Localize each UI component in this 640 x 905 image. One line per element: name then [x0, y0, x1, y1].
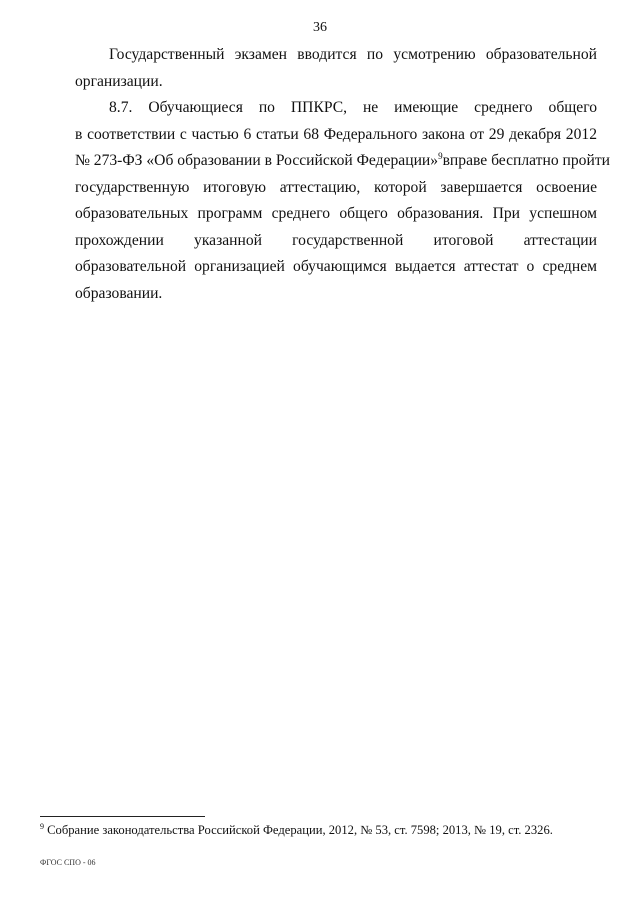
footnote-marker: 9: [40, 821, 44, 831]
text-line: государственную итоговую аттестацию, которой завершается освоение: [75, 178, 597, 196]
paragraph-exam: [75, 42, 597, 95]
text-line: прохождении указанной государственной итоговой аттестации: [75, 231, 597, 249]
text-line: Государственный экзамен вводится по усмотрению образовательной: [109, 46, 597, 63]
paragraph-8-7: [75, 95, 610, 307]
text-line: в соответствии с частью 6 статьи 68 Федерального закона от 29 декабря 2012: [75, 125, 597, 143]
text-line: образовательных программ среднего общего образования. При успешном: [75, 205, 597, 222]
text-line: 8.7. Обучающиеся по ППКРС, не имеющие среднего общего: [109, 99, 597, 116]
text-line: образовании.: [75, 284, 163, 302]
text-fragment: вправе бесплатно пройти: [442, 152, 610, 169]
footnote-reference[interactable]: 9: [438, 150, 443, 161]
document-code: ФГОС СПО - 06: [40, 858, 96, 867]
footnote-text: Собрание законодательства Российской Федерации, 2012, № 53, ст. 7598; 2013, № 19, ст. 2326.: [44, 823, 553, 837]
footnote: [40, 822, 600, 838]
text-line-with-footnote-ref: [75, 148, 610, 175]
text-line: организации.: [75, 72, 163, 90]
text-line: образовательной организацией обучающимся выдается аттестат о среднем: [75, 258, 597, 275]
footnote-separator: [40, 816, 205, 817]
law-reference: № 273-ФЗ «Об образовании в Российской Федерации»: [75, 152, 439, 169]
page-number: 36: [313, 20, 327, 35]
